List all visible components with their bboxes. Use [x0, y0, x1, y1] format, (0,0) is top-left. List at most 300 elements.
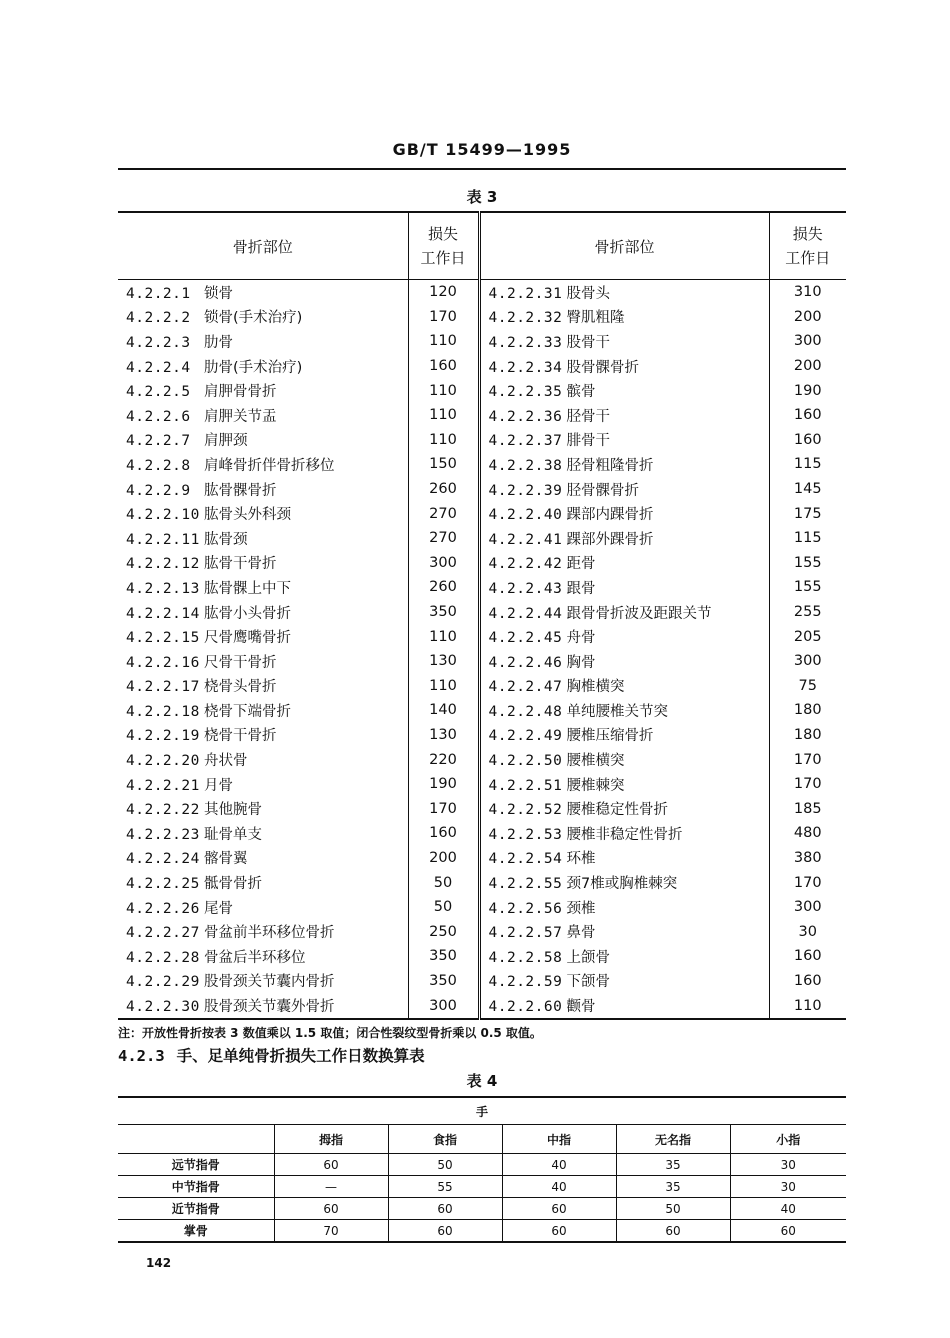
fracture-code: 4.2.2.57 — [488, 925, 563, 942]
fracture-site: 下颌骨 — [566, 974, 610, 991]
table3-row — [118, 526, 846, 551]
loss-days-value: 60 — [616, 1220, 730, 1243]
fracture-site: 尺骨干骨折 — [204, 654, 277, 671]
fracture-cell-right — [479, 993, 769, 1019]
loss-days-right: 185 — [769, 796, 846, 821]
header-rule — [118, 168, 846, 170]
fracture-code: 4.2.2.14 — [126, 605, 200, 622]
fracture-cell-right — [479, 329, 769, 354]
table3-col-part-right: 骨折部位 — [479, 212, 769, 280]
fracture-site: 胫骨髁骨折 — [566, 482, 639, 499]
loss-days-left: 200 — [408, 846, 479, 871]
fracture-site: 腓骨干 — [566, 433, 610, 450]
fracture-site: 腰椎压缩骨折 — [566, 728, 654, 745]
fracture-code: 4.2.2.4 — [126, 359, 191, 376]
table3-row — [118, 305, 846, 330]
fracture-cell-right — [479, 354, 769, 379]
fracture-site: 腰椎棘突 — [566, 777, 625, 794]
fracture-code: 4.2.2.7 — [126, 433, 191, 450]
fracture-code: 4.2.2.51 — [488, 777, 563, 794]
table3-row — [118, 452, 846, 477]
fracture-site: 股骨干 — [566, 334, 610, 351]
fracture-code: 4.2.2.60 — [488, 999, 563, 1016]
fracture-cell-left — [118, 993, 408, 1019]
loss-days-value: 60 — [274, 1198, 388, 1220]
fracture-site: 骨盆前半环移位骨折 — [204, 925, 335, 942]
loss-days-right: 310 — [769, 280, 846, 305]
fracture-code: 4.2.2.56 — [488, 900, 563, 917]
loss-days-left: 170 — [408, 305, 479, 330]
loss-days-left: 250 — [408, 919, 479, 944]
fracture-site: 臀肌粗隆 — [566, 310, 625, 327]
fracture-cell-left — [118, 870, 408, 895]
loss-days-right: 155 — [769, 575, 846, 600]
fracture-cell-right — [479, 870, 769, 895]
standard-header: GB/T 15499—1995 — [392, 140, 572, 159]
fracture-cell-right — [479, 796, 769, 821]
fracture-code: 4.2.2.55 — [488, 876, 563, 893]
loss-days-left: 160 — [408, 354, 479, 379]
fracture-site: 舟骨 — [566, 630, 596, 647]
loss-days-right: 255 — [769, 600, 846, 625]
loss-days-left: 50 — [408, 870, 479, 895]
loss-days-value: 35 — [616, 1154, 730, 1176]
fracture-code: 4.2.2.13 — [126, 580, 200, 597]
table4-group-row — [118, 1097, 846, 1125]
fracture-cell-left — [118, 796, 408, 821]
fracture-code: 4.2.2.52 — [488, 802, 563, 819]
fracture-cell-right — [479, 772, 769, 797]
section-title: 手、足单纯骨折损失工作日数换算表 — [176, 1047, 425, 1065]
table3-row — [118, 821, 846, 846]
table3-row — [118, 354, 846, 379]
fracture-cell-left — [118, 403, 408, 428]
loss-days-left: 270 — [408, 501, 479, 526]
loss-days-right: 115 — [769, 452, 846, 477]
fracture-code: 4.2.2.40 — [488, 507, 563, 524]
fracture-site: 骨盆后半环移位 — [204, 949, 306, 966]
table3-row — [118, 403, 846, 428]
fracture-cell-left — [118, 649, 408, 674]
fracture-site: 颈7椎或胸椎棘突 — [566, 876, 678, 893]
fracture-code: 4.2.2.36 — [488, 408, 563, 425]
bone-label: 中节指骨 — [118, 1176, 274, 1198]
fracture-code: 4.2.2.39 — [488, 482, 563, 499]
fracture-code: 4.2.2.2 — [126, 310, 191, 327]
fracture-code: 4.2.2.37 — [488, 433, 563, 450]
loss-label-line1: 损失 — [792, 225, 823, 243]
fracture-code: 4.2.2.17 — [126, 679, 200, 696]
fracture-cell-right — [479, 624, 769, 649]
fracture-site: 尺骨鹰嘴骨折 — [204, 630, 291, 647]
loss-days-value: 30 — [730, 1176, 846, 1198]
fracture-cell-left — [118, 329, 408, 354]
fracture-cell-right — [479, 944, 769, 969]
fracture-code: 4.2.2.15 — [126, 630, 200, 647]
loss-days-value: — — [274, 1176, 388, 1198]
fracture-code: 4.2.2.49 — [488, 728, 563, 745]
fracture-site: 锁骨 — [204, 285, 233, 302]
section-number: 4.2.3 — [118, 1047, 165, 1065]
fracture-code: 4.2.2.59 — [488, 974, 563, 991]
fracture-site: 桡骨下端骨折 — [204, 703, 291, 720]
loss-days-right: 145 — [769, 477, 846, 502]
table3-row — [118, 575, 846, 600]
fracture-cell-right — [479, 747, 769, 772]
fracture-cell-left — [118, 969, 408, 994]
fracture-site: 腰椎横突 — [566, 753, 625, 770]
loss-days-right: 180 — [769, 723, 846, 748]
fracture-site: 骶骨骨折 — [204, 876, 262, 893]
fracture-cell-right — [479, 649, 769, 674]
table3-row — [118, 969, 846, 994]
loss-days-left: 350 — [408, 600, 479, 625]
finger-header: 中指 — [502, 1125, 616, 1154]
loss-days-value: 40 — [502, 1176, 616, 1198]
loss-days-value: 50 — [616, 1198, 730, 1220]
fracture-code: 4.2.2.9 — [126, 482, 191, 499]
fracture-site: 股骨头 — [566, 285, 610, 302]
loss-days-value: 35 — [616, 1176, 730, 1198]
loss-days-left: 300 — [408, 551, 479, 576]
table3-row — [118, 919, 846, 944]
fracture-site: 股骨颈关节囊外骨折 — [204, 999, 335, 1016]
table3-col-part-left: 骨折部位 — [118, 212, 408, 280]
fracture-cell-left — [118, 674, 408, 699]
fracture-code: 4.2.2.58 — [488, 949, 563, 966]
table3-body — [118, 280, 846, 1019]
fracture-site: 肱骨干骨折 — [204, 556, 277, 573]
fracture-code: 4.2.2.1 — [126, 285, 191, 302]
fracture-code: 4.2.2.11 — [126, 531, 200, 548]
fracture-cell-left — [118, 501, 408, 526]
fracture-site: 肋骨 — [204, 334, 233, 351]
fracture-code: 4.2.2.19 — [126, 728, 200, 745]
fracture-site: 距骨 — [566, 556, 596, 573]
loss-days-left: 350 — [408, 944, 479, 969]
fracture-code: 4.2.2.23 — [126, 826, 200, 843]
loss-days-left: 130 — [408, 723, 479, 748]
fracture-cell-left — [118, 354, 408, 379]
loss-days-value: 60 — [730, 1220, 846, 1243]
fracture-code: 4.2.2.26 — [126, 900, 200, 917]
fracture-code: 4.2.2.34 — [488, 359, 563, 376]
table4-row — [118, 1220, 846, 1243]
fracture-cell-right — [479, 280, 769, 305]
fracture-site: 肩胛颈 — [204, 433, 248, 450]
loss-days-right: 200 — [769, 354, 846, 379]
table3-note: 注：开放性骨折按表 3 数值乘以 1.5 取值；闭合性裂纹型骨折乘以 0.5 取值。 — [118, 1026, 542, 1040]
loss-days-left: 110 — [408, 378, 479, 403]
loss-days-right: 180 — [769, 698, 846, 723]
fracture-cell-left — [118, 575, 408, 600]
loss-days-right: 200 — [769, 305, 846, 330]
fracture-cell-left — [118, 600, 408, 625]
loss-label-line2: 工作日 — [785, 249, 831, 267]
loss-days-right: 170 — [769, 747, 846, 772]
fracture-site: 锁骨(手术治疗) — [204, 310, 303, 327]
loss-days-left: 270 — [408, 526, 479, 551]
fracture-code: 4.2.2.48 — [488, 703, 563, 720]
fracture-code: 4.2.2.10 — [126, 507, 200, 524]
fracture-code: 4.2.2.22 — [126, 802, 200, 819]
fracture-site: 跟骨骨折波及距跟关节 — [566, 605, 712, 622]
loss-days-value: 40 — [502, 1154, 616, 1176]
finger-header: 小指 — [730, 1125, 846, 1154]
fracture-site: 鼻骨 — [566, 925, 596, 942]
fracture-cell-left — [118, 698, 408, 723]
table3-row — [118, 551, 846, 576]
fracture-site: 肩胛骨骨折 — [204, 384, 277, 401]
fracture-code: 4.2.2.6 — [126, 408, 191, 425]
fracture-cell-left — [118, 723, 408, 748]
table3-row — [118, 378, 846, 403]
loss-days-left: 110 — [408, 329, 479, 354]
fracture-code: 4.2.2.24 — [126, 851, 200, 868]
loss-days-right: 30 — [769, 919, 846, 944]
table3-row — [118, 944, 846, 969]
loss-days-value: 60 — [502, 1220, 616, 1243]
loss-days-right: 380 — [769, 846, 846, 871]
fracture-site: 单纯腰椎关节突 — [566, 703, 668, 720]
table4-row — [118, 1198, 846, 1220]
loss-days-value: 60 — [274, 1154, 388, 1176]
fracture-cell-left — [118, 551, 408, 576]
fracture-site: 上颌骨 — [566, 949, 610, 966]
fracture-site: 舟状骨 — [204, 753, 248, 770]
fracture-site: 腰椎非稳定性骨折 — [566, 826, 683, 843]
finger-header: 无名指 — [616, 1125, 730, 1154]
loss-days-left: 190 — [408, 772, 479, 797]
fracture-site: 肋骨(手术治疗) — [204, 359, 303, 376]
fracture-cell-left — [118, 944, 408, 969]
loss-days-value: 60 — [388, 1220, 502, 1243]
fracture-code: 4.2.2.21 — [126, 777, 200, 794]
fracture-site: 肩胛关节盂 — [204, 408, 277, 425]
loss-days-right: 300 — [769, 895, 846, 920]
fracture-cell-right — [479, 698, 769, 723]
table3-row — [118, 993, 846, 1019]
table3-row — [118, 895, 846, 920]
fracture-site: 肱骨头外科颈 — [204, 507, 291, 524]
fracture-site: 颈椎 — [566, 900, 596, 917]
fracture-site: 其他腕骨 — [204, 802, 262, 819]
fracture-code: 4.2.2.33 — [488, 334, 563, 351]
fracture-site: 肱骨颈 — [204, 531, 248, 548]
fracture-cell-left — [118, 846, 408, 871]
fracture-cell-left — [118, 821, 408, 846]
fracture-code: 4.2.2.54 — [488, 851, 563, 868]
loss-days-left: 140 — [408, 698, 479, 723]
table3-col-loss-left — [408, 212, 479, 280]
fracture-cell-right — [479, 378, 769, 403]
fracture-code: 4.2.2.27 — [126, 925, 200, 942]
fracture-cell-left — [118, 624, 408, 649]
table3-row — [118, 698, 846, 723]
fracture-site: 月骨 — [204, 777, 233, 794]
bone-label: 远节指骨 — [118, 1154, 274, 1176]
fracture-cell-left — [118, 477, 408, 502]
table3-row — [118, 723, 846, 748]
loss-days-value: 60 — [502, 1198, 616, 1220]
fracture-site: 胫骨干 — [566, 408, 610, 425]
table3-row — [118, 870, 846, 895]
table4-corner — [118, 1125, 274, 1154]
fracture-cell-left — [118, 305, 408, 330]
table3-row — [118, 747, 846, 772]
loss-days-right: 110 — [769, 993, 846, 1019]
fracture-code: 4.2.2.38 — [488, 457, 563, 474]
fracture-cell-right — [479, 526, 769, 551]
fracture-code: 4.2.2.46 — [488, 654, 563, 671]
table3-row — [118, 477, 846, 502]
fracture-cell-right — [479, 551, 769, 576]
loss-days-right: 115 — [769, 526, 846, 551]
fracture-code: 4.2.2.47 — [488, 679, 563, 696]
fracture-cell-left — [118, 919, 408, 944]
loss-days-right: 190 — [769, 378, 846, 403]
fracture-cell-right — [479, 403, 769, 428]
fracture-code: 4.2.2.25 — [126, 876, 200, 893]
loss-days-right: 170 — [769, 772, 846, 797]
finger-header: 拇指 — [274, 1125, 388, 1154]
loss-days-left: 220 — [408, 747, 479, 772]
loss-days-left: 110 — [408, 624, 479, 649]
loss-days-right: 75 — [769, 674, 846, 699]
fracture-site: 环椎 — [566, 851, 596, 868]
section-heading — [118, 1044, 425, 1066]
loss-days-left: 50 — [408, 895, 479, 920]
loss-days-left: 260 — [408, 477, 479, 502]
table4-group-hand: 手 — [118, 1097, 846, 1125]
fracture-code: 4.2.2.18 — [126, 703, 200, 720]
bone-label: 掌骨 — [118, 1220, 274, 1243]
fracture-site: 颧骨 — [566, 999, 596, 1016]
loss-days-left: 110 — [408, 428, 479, 453]
table3-row — [118, 280, 846, 305]
fracture-site: 肱骨髁上中下 — [204, 580, 291, 597]
loss-days-left: 150 — [408, 452, 479, 477]
fracture-cell-right — [479, 428, 769, 453]
fracture-site: 耻骨单支 — [204, 826, 262, 843]
fracture-cell-right — [479, 969, 769, 994]
loss-days-left: 300 — [408, 993, 479, 1019]
fracture-code: 4.2.2.16 — [126, 654, 200, 671]
table3-header-row — [118, 212, 846, 280]
fracture-code: 4.2.2.30 — [126, 999, 200, 1016]
table3-row — [118, 501, 846, 526]
finger-header: 食指 — [388, 1125, 502, 1154]
fracture-cell-left — [118, 378, 408, 403]
fracture-cell-right — [479, 600, 769, 625]
loss-days-left: 110 — [408, 674, 479, 699]
fracture-code: 4.2.2.45 — [488, 630, 563, 647]
loss-label-line2: 工作日 — [420, 249, 466, 267]
loss-days-left: 160 — [408, 821, 479, 846]
loss-days-right: 205 — [769, 624, 846, 649]
loss-days-right: 160 — [769, 969, 846, 994]
fracture-site: 股骨髁骨折 — [566, 359, 639, 376]
fracture-code: 4.2.2.53 — [488, 826, 563, 843]
loss-days-value: 55 — [388, 1176, 502, 1198]
fracture-site: 桡骨头骨折 — [204, 679, 277, 696]
fracture-cell-right — [479, 895, 769, 920]
table3-row — [118, 846, 846, 871]
fracture-cell-right — [479, 575, 769, 600]
fracture-code: 4.2.2.44 — [488, 605, 563, 622]
fracture-code: 4.2.2.12 — [126, 556, 200, 573]
fracture-code: 4.2.2.28 — [126, 949, 200, 966]
table3-caption: 表 3 — [466, 188, 498, 206]
fracture-site: 胸骨 — [566, 654, 596, 671]
fracture-site: 腰椎稳定性骨折 — [566, 802, 668, 819]
table3-row — [118, 649, 846, 674]
bone-label: 近节指骨 — [118, 1198, 274, 1220]
table4-finger-row — [118, 1125, 846, 1154]
fracture-cell-left — [118, 526, 408, 551]
loss-days-right: 480 — [769, 821, 846, 846]
fracture-site: 肱骨髁骨折 — [204, 482, 277, 499]
table3-row — [118, 624, 846, 649]
loss-days-value: 50 — [388, 1154, 502, 1176]
table3 — [118, 211, 846, 1020]
fracture-code: 4.2.2.8 — [126, 457, 191, 474]
loss-days-value: 60 — [388, 1198, 502, 1220]
fracture-cell-right — [479, 674, 769, 699]
fracture-site: 尾骨 — [204, 900, 233, 917]
loss-days-right: 170 — [769, 870, 846, 895]
fracture-site: 肱骨小头骨折 — [204, 605, 291, 622]
table3-row — [118, 428, 846, 453]
fracture-code: 4.2.2.5 — [126, 384, 191, 401]
fracture-cell-left — [118, 772, 408, 797]
loss-days-left: 110 — [408, 403, 479, 428]
fracture-code: 4.2.2.32 — [488, 310, 563, 327]
loss-days-right: 160 — [769, 403, 846, 428]
loss-days-value: 70 — [274, 1220, 388, 1243]
loss-days-right: 160 — [769, 944, 846, 969]
table4-row — [118, 1176, 846, 1198]
table3-row — [118, 796, 846, 821]
fracture-site: 胫骨粗隆骨折 — [566, 457, 654, 474]
fracture-cell-right — [479, 452, 769, 477]
table3-row — [118, 600, 846, 625]
fracture-site: 肩峰骨折伴骨折移位 — [204, 457, 335, 474]
fracture-cell-right — [479, 723, 769, 748]
fracture-code: 4.2.2.20 — [126, 753, 200, 770]
fracture-cell-right — [479, 821, 769, 846]
loss-days-left: 120 — [408, 280, 479, 305]
loss-days-right: 300 — [769, 649, 846, 674]
fracture-site: 股骨颈关节囊内骨折 — [204, 974, 335, 991]
table4-body — [118, 1154, 846, 1243]
table3-row — [118, 772, 846, 797]
fracture-code: 4.2.2.3 — [126, 334, 191, 351]
fracture-site: 胸椎横突 — [566, 679, 625, 696]
fracture-site: 跟骨 — [566, 580, 596, 597]
loss-days-value: 40 — [730, 1198, 846, 1220]
loss-days-left: 170 — [408, 796, 479, 821]
loss-days-right: 300 — [769, 329, 846, 354]
fracture-cell-left — [118, 747, 408, 772]
fracture-code: 4.2.2.41 — [488, 531, 563, 548]
loss-days-left: 130 — [408, 649, 479, 674]
fracture-code: 4.2.2.42 — [488, 556, 563, 573]
fracture-cell-left — [118, 428, 408, 453]
loss-days-right: 155 — [769, 551, 846, 576]
table4-row — [118, 1154, 846, 1176]
loss-days-left: 350 — [408, 969, 479, 994]
